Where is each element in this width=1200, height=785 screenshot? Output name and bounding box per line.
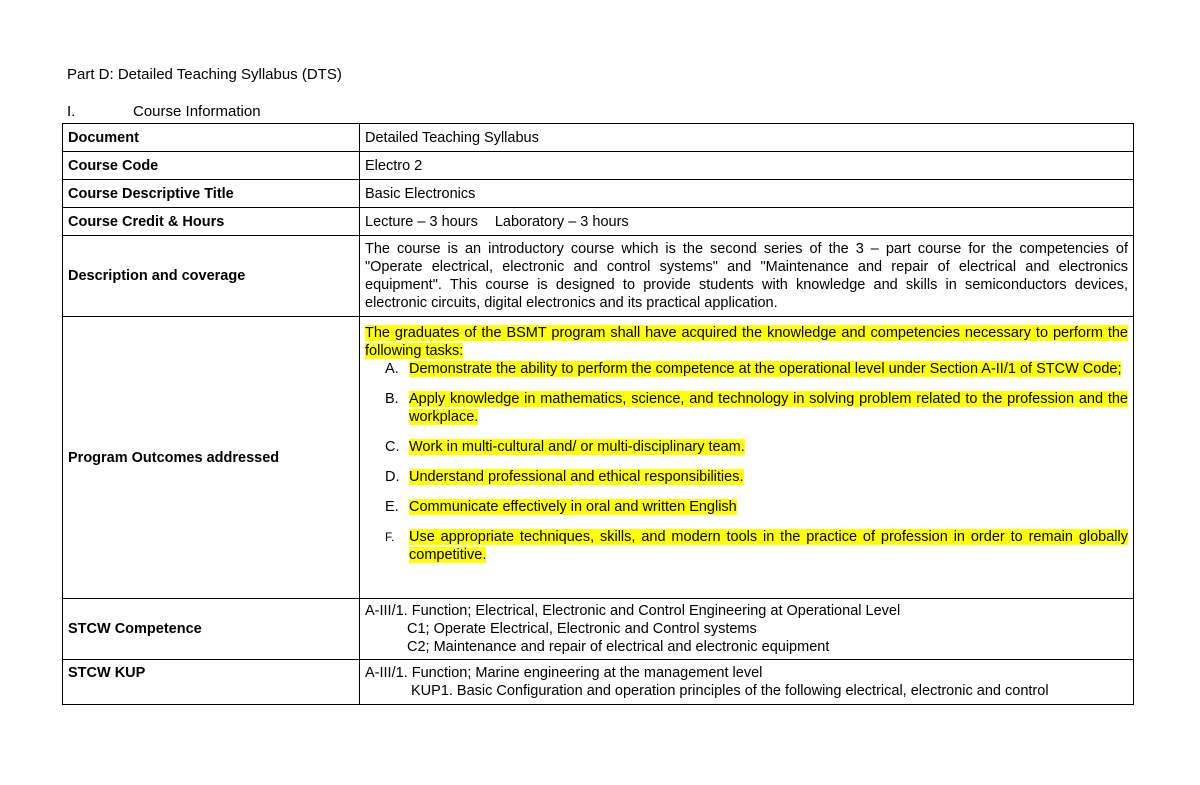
outcome-text: Communicate effectively in oral and written English bbox=[409, 499, 737, 515]
table-row bbox=[63, 152, 1134, 180]
outcome-text: Demonstrate the ability to perform the competence at the operational level under Section A-II/1 of STCW Code; bbox=[409, 361, 1122, 377]
table-row bbox=[63, 236, 1134, 317]
competence-function: A-III/1. Function; Electrical, Electronic and Control Engineering at Operational Level bbox=[365, 603, 901, 619]
row-label-outcomes: Program Outcomes addressed bbox=[63, 317, 360, 599]
outcome-marker: B. bbox=[385, 391, 399, 407]
row-value-credit bbox=[360, 208, 1134, 236]
row-value-course-title: Basic Electronics bbox=[360, 180, 1134, 208]
row-label-description: Description and coverage bbox=[63, 236, 360, 317]
section-heading bbox=[67, 103, 261, 120]
section-title: Course Information bbox=[133, 103, 261, 120]
row-label-course-code: Course Code bbox=[63, 152, 360, 180]
kup-function: A-III/1. Function; Marine engineering at the management level bbox=[365, 665, 763, 681]
list-item bbox=[365, 528, 1128, 564]
laboratory-hours: Laboratory – 3 hours bbox=[494, 213, 629, 230]
row-label-stcw-kup: STCW KUP bbox=[63, 660, 360, 705]
outcome-text: Understand professional and ethical responsibilities. bbox=[409, 469, 744, 485]
row-label-credit: Course Credit & Hours bbox=[63, 208, 360, 236]
table-row bbox=[63, 317, 1134, 599]
table-row bbox=[63, 208, 1134, 236]
row-value-description: The course is an introductory course which is the second series of the 3 – part course for the competencies of "Operate electrical, electronic and control systems" and "Maintenance and repair of electrical and electronics equipment". This course is designed to provide students with knowledge and skills in semiconductors devices, electronic circuits, digital electronics and its practical application. bbox=[360, 236, 1134, 317]
outcome-marker: E. bbox=[385, 499, 399, 515]
row-value-outcomes bbox=[360, 317, 1134, 599]
list-item bbox=[365, 390, 1128, 426]
competence-c2: C2; Maintenance and repair of electrical and electronic equipment bbox=[407, 639, 830, 655]
table-row bbox=[63, 599, 1134, 660]
list-item bbox=[365, 498, 1128, 516]
section-number: I. bbox=[67, 103, 76, 120]
row-value-stcw-competence bbox=[360, 599, 1134, 660]
kup-item-1: KUP1. Basic Configuration and operation principles of the following electrical, electronic and control bbox=[411, 683, 1049, 699]
row-value-course-code: Electro 2 bbox=[360, 152, 1134, 180]
list-item bbox=[365, 438, 1128, 456]
lecture-hours: Lecture – 3 hours bbox=[365, 213, 478, 230]
outcome-marker: A. bbox=[385, 361, 399, 377]
outcomes-intro: The graduates of the BSMT program shall have acquired the knowledge and competencies necessary to perform the following tasks: bbox=[365, 325, 1128, 359]
outcome-marker: C. bbox=[385, 439, 400, 455]
competence-c1: C1; Operate Electrical, Electronic and Control systems bbox=[407, 621, 757, 637]
list-item bbox=[365, 468, 1128, 486]
table-row bbox=[63, 124, 1134, 152]
row-value-stcw-kup bbox=[360, 660, 1134, 705]
outcome-text: Work in multi-cultural and/ or multi-disciplinary team. bbox=[409, 439, 745, 455]
row-label-document: Document bbox=[63, 124, 360, 152]
outcome-text: Use appropriate techniques, skills, and modern tools in the practice of profession in order to remain globally competitive. bbox=[409, 529, 1128, 563]
list-item bbox=[365, 360, 1128, 378]
table-row bbox=[63, 180, 1134, 208]
page-title: Part D: Detailed Teaching Syllabus (DTS) bbox=[67, 66, 342, 83]
outcome-marker: F. bbox=[385, 530, 395, 544]
row-label-course-title: Course Descriptive Title bbox=[63, 180, 360, 208]
table-row bbox=[63, 660, 1134, 705]
outcomes-list bbox=[365, 360, 1128, 564]
row-label-stcw-competence: STCW Competence bbox=[63, 599, 360, 660]
outcome-marker: D. bbox=[385, 469, 400, 485]
outcome-text: Apply knowledge in mathematics, science, and technology in solving problem related to the profession and the workplace. bbox=[409, 391, 1128, 425]
row-value-document: Detailed Teaching Syllabus bbox=[360, 124, 1134, 152]
course-information-table bbox=[62, 123, 1134, 705]
